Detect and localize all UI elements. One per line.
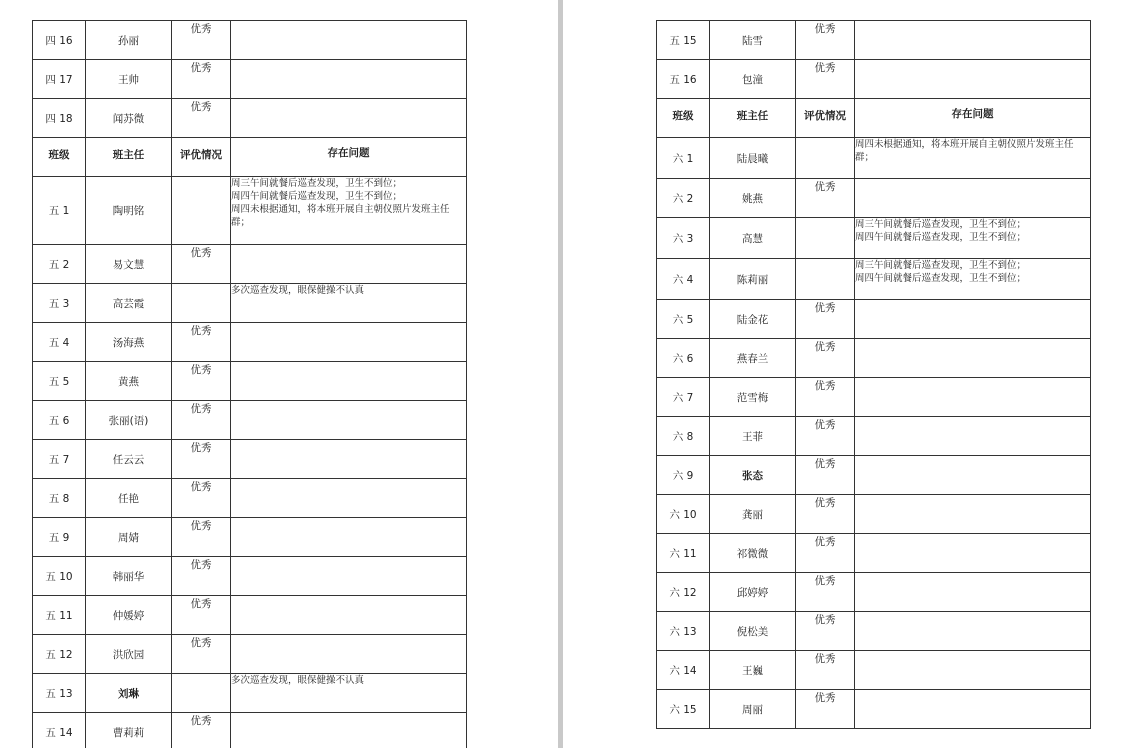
rating-cell: 优秀 [172, 99, 231, 138]
table-row [657, 378, 1091, 417]
issues-cell [855, 690, 1091, 729]
class-cell: 五 14 [33, 713, 86, 748]
class-cell: 六 6 [657, 339, 710, 378]
issue-line: 周三午间就餐后巡查发现，卫生不到位； [855, 260, 1027, 271]
class-cell: 五 11 [33, 596, 86, 635]
class-cell: 四 18 [33, 99, 86, 138]
issues-cell [855, 417, 1091, 456]
table-row [33, 245, 467, 284]
teacher-cell: 邱婷婷 [710, 573, 796, 612]
table-row [657, 138, 1091, 179]
issue-line: 周四未根据通知，将本班开展自主朝仪照片发班主任群； [231, 204, 450, 228]
class-cell: 六 3 [657, 218, 710, 259]
issues-cell [231, 177, 467, 245]
class-cell: 六 8 [657, 417, 710, 456]
class-cell: 六 12 [657, 573, 710, 612]
rating-cell [172, 177, 231, 245]
issue-line: 多次巡查发现，眼保健操不认真 [231, 675, 365, 686]
table-row [657, 417, 1091, 456]
issue-line: 周四未根据通知，将本班开展自主朝仪照片发班主任群； [855, 139, 1074, 163]
issues-cell [231, 60, 467, 99]
table-row [657, 60, 1091, 99]
table-row [33, 177, 467, 245]
teacher-cell: 倪松美 [710, 612, 796, 651]
header-class-cell: 班级 [33, 138, 86, 177]
issues-cell [855, 60, 1091, 99]
teacher-cell: 张态 [710, 456, 796, 495]
teacher-cell: 易文慧 [86, 245, 172, 284]
issues-cell [231, 245, 467, 284]
issues-cell [855, 651, 1091, 690]
header-teacher-cell: 班主任 [710, 99, 796, 138]
rating-cell: 优秀 [796, 495, 855, 534]
table-header-row [657, 99, 1091, 138]
rating-cell: 优秀 [172, 479, 231, 518]
teacher-cell: 黄燕 [86, 362, 172, 401]
table-row [657, 259, 1091, 300]
table-header-row [33, 138, 467, 177]
rating-cell: 优秀 [172, 635, 231, 674]
teacher-cell: 洪欣园 [86, 635, 172, 674]
class-cell: 五 16 [657, 60, 710, 99]
rating-cell [172, 674, 231, 713]
rating-cell: 优秀 [172, 21, 231, 60]
rating-cell: 优秀 [796, 21, 855, 60]
class-cell: 六 11 [657, 534, 710, 573]
class-cell: 五 3 [33, 284, 86, 323]
rating-cell: 优秀 [172, 440, 231, 479]
teacher-cell: 刘琳 [86, 674, 172, 713]
teacher-cell: 张丽(语) [86, 401, 172, 440]
rating-cell: 优秀 [172, 323, 231, 362]
evaluation-table-right [656, 20, 1091, 729]
issue-line: 周四午间就餐后巡查发现，卫生不到位； [231, 191, 403, 202]
table-row [33, 713, 467, 748]
issues-cell [855, 495, 1091, 534]
table-row [657, 300, 1091, 339]
issues-cell [855, 573, 1091, 612]
table-row [33, 440, 467, 479]
class-cell: 六 13 [657, 612, 710, 651]
teacher-cell: 陆金花 [710, 300, 796, 339]
class-cell: 五 7 [33, 440, 86, 479]
class-cell: 四 17 [33, 60, 86, 99]
class-cell: 六 15 [657, 690, 710, 729]
header-issues-cell: 存在问题 [855, 99, 1091, 138]
table-row [657, 21, 1091, 60]
class-cell: 六 14 [657, 651, 710, 690]
rating-cell: 优秀 [172, 60, 231, 99]
class-cell: 六 5 [657, 300, 710, 339]
rating-cell: 优秀 [172, 245, 231, 284]
issue-line: 周三午间就餐后巡查发现，卫生不到位； [855, 219, 1027, 230]
teacher-cell: 孙丽 [86, 21, 172, 60]
class-cell: 五 5 [33, 362, 86, 401]
issues-cell [231, 401, 467, 440]
table-row [657, 495, 1091, 534]
teacher-cell: 王巍 [710, 651, 796, 690]
issues-cell [231, 323, 467, 362]
class-cell: 六 9 [657, 456, 710, 495]
issues-cell [855, 456, 1091, 495]
table-row [33, 99, 467, 138]
header-issues-cell: 存在问题 [231, 138, 467, 177]
document-page-left [0, 0, 558, 748]
table-row [657, 339, 1091, 378]
table-row [657, 179, 1091, 218]
table-row [33, 60, 467, 99]
rating-cell: 优秀 [796, 651, 855, 690]
table-row [33, 284, 467, 323]
class-cell: 六 10 [657, 495, 710, 534]
table-row [657, 651, 1091, 690]
issues-cell [231, 557, 467, 596]
class-cell: 六 7 [657, 378, 710, 417]
issue-line: 周四午间就餐后巡查发现，卫生不到位； [855, 232, 1027, 243]
class-cell: 六 4 [657, 259, 710, 300]
rating-cell: 优秀 [172, 713, 231, 748]
class-cell: 六 1 [657, 138, 710, 179]
issues-cell [855, 21, 1091, 60]
issues-cell [855, 259, 1091, 300]
teacher-cell: 龚丽 [710, 495, 796, 534]
teacher-cell: 仲媛婷 [86, 596, 172, 635]
teacher-cell: 闻苏微 [86, 99, 172, 138]
document-page-right [563, 0, 1133, 748]
teacher-cell: 任艳 [86, 479, 172, 518]
header-class-cell: 班级 [657, 99, 710, 138]
teacher-cell: 包潼 [710, 60, 796, 99]
rating-cell: 优秀 [172, 362, 231, 401]
table-row [33, 674, 467, 713]
rating-cell: 优秀 [172, 596, 231, 635]
class-cell: 五 10 [33, 557, 86, 596]
header-rating-cell: 评优情况 [796, 99, 855, 138]
issues-cell [231, 21, 467, 60]
teacher-cell: 陆雪 [710, 21, 796, 60]
issue-line: 周三午间就餐后巡查发现，卫生不到位； [231, 178, 403, 189]
rating-cell: 优秀 [172, 401, 231, 440]
teacher-cell: 陆晨曦 [710, 138, 796, 179]
table-row [33, 323, 467, 362]
issues-cell [231, 99, 467, 138]
teacher-cell: 周丽 [710, 690, 796, 729]
teacher-cell: 曹莉莉 [86, 713, 172, 748]
issues-cell [231, 674, 467, 713]
rating-cell: 优秀 [796, 339, 855, 378]
issues-cell [231, 596, 467, 635]
table-row [33, 596, 467, 635]
evaluation-table-left [32, 20, 467, 748]
rating-cell: 优秀 [796, 573, 855, 612]
issues-cell [855, 612, 1091, 651]
issue-line: 多次巡查发现，眼保健操不认真 [231, 285, 365, 296]
teacher-cell: 王帅 [86, 60, 172, 99]
table-row [657, 456, 1091, 495]
class-cell: 五 4 [33, 323, 86, 362]
teacher-cell: 周婧 [86, 518, 172, 557]
rating-cell [796, 218, 855, 259]
table-row [657, 218, 1091, 259]
issues-cell [231, 518, 467, 557]
issues-cell [231, 284, 467, 323]
teacher-cell: 陶明铭 [86, 177, 172, 245]
issue-line: 周四午间就餐后巡查发现，卫生不到位； [855, 273, 1027, 284]
teacher-cell: 汤海燕 [86, 323, 172, 362]
table-row [657, 534, 1091, 573]
rating-cell: 优秀 [796, 417, 855, 456]
rating-cell: 优秀 [796, 612, 855, 651]
rating-cell: 优秀 [796, 60, 855, 99]
teacher-cell: 燕春兰 [710, 339, 796, 378]
teacher-cell: 范雪梅 [710, 378, 796, 417]
rating-cell: 优秀 [796, 378, 855, 417]
class-cell: 五 13 [33, 674, 86, 713]
class-cell: 五 2 [33, 245, 86, 284]
issues-cell [855, 339, 1091, 378]
table-row [33, 21, 467, 60]
issues-cell [231, 440, 467, 479]
rating-cell [796, 259, 855, 300]
class-cell: 四 16 [33, 21, 86, 60]
issues-cell [231, 362, 467, 401]
table-row [657, 690, 1091, 729]
teacher-cell: 高慧 [710, 218, 796, 259]
rating-cell: 优秀 [796, 179, 855, 218]
issues-cell [855, 300, 1091, 339]
issues-cell [231, 479, 467, 518]
issues-cell [855, 534, 1091, 573]
rating-cell: 优秀 [172, 518, 231, 557]
class-cell: 五 8 [33, 479, 86, 518]
issues-cell [231, 635, 467, 674]
issues-cell [855, 218, 1091, 259]
rating-cell [172, 284, 231, 323]
rating-cell [796, 138, 855, 179]
table-row [33, 401, 467, 440]
teacher-cell: 祁微微 [710, 534, 796, 573]
rating-cell: 优秀 [796, 456, 855, 495]
table-row [33, 518, 467, 557]
table-row [33, 635, 467, 674]
table-row [33, 557, 467, 596]
class-cell: 五 12 [33, 635, 86, 674]
teacher-cell: 韩丽华 [86, 557, 172, 596]
class-cell: 六 2 [657, 179, 710, 218]
class-cell: 五 6 [33, 401, 86, 440]
header-teacher-cell: 班主任 [86, 138, 172, 177]
rating-cell: 优秀 [796, 300, 855, 339]
rating-cell: 优秀 [172, 557, 231, 596]
class-cell: 五 15 [657, 21, 710, 60]
issues-cell [855, 378, 1091, 417]
table-row [33, 362, 467, 401]
teacher-cell: 姚燕 [710, 179, 796, 218]
issues-cell [855, 138, 1091, 179]
issues-cell [231, 713, 467, 748]
issues-cell [855, 179, 1091, 218]
rating-cell: 优秀 [796, 690, 855, 729]
teacher-cell: 陈莉丽 [710, 259, 796, 300]
class-cell: 五 9 [33, 518, 86, 557]
rating-cell: 优秀 [796, 534, 855, 573]
teacher-cell: 任云云 [86, 440, 172, 479]
teacher-cell: 高芸霞 [86, 284, 172, 323]
table-row [33, 479, 467, 518]
teacher-cell: 王菲 [710, 417, 796, 456]
table-row [657, 573, 1091, 612]
header-rating-cell: 评优情况 [172, 138, 231, 177]
table-row [657, 612, 1091, 651]
class-cell: 五 1 [33, 177, 86, 245]
